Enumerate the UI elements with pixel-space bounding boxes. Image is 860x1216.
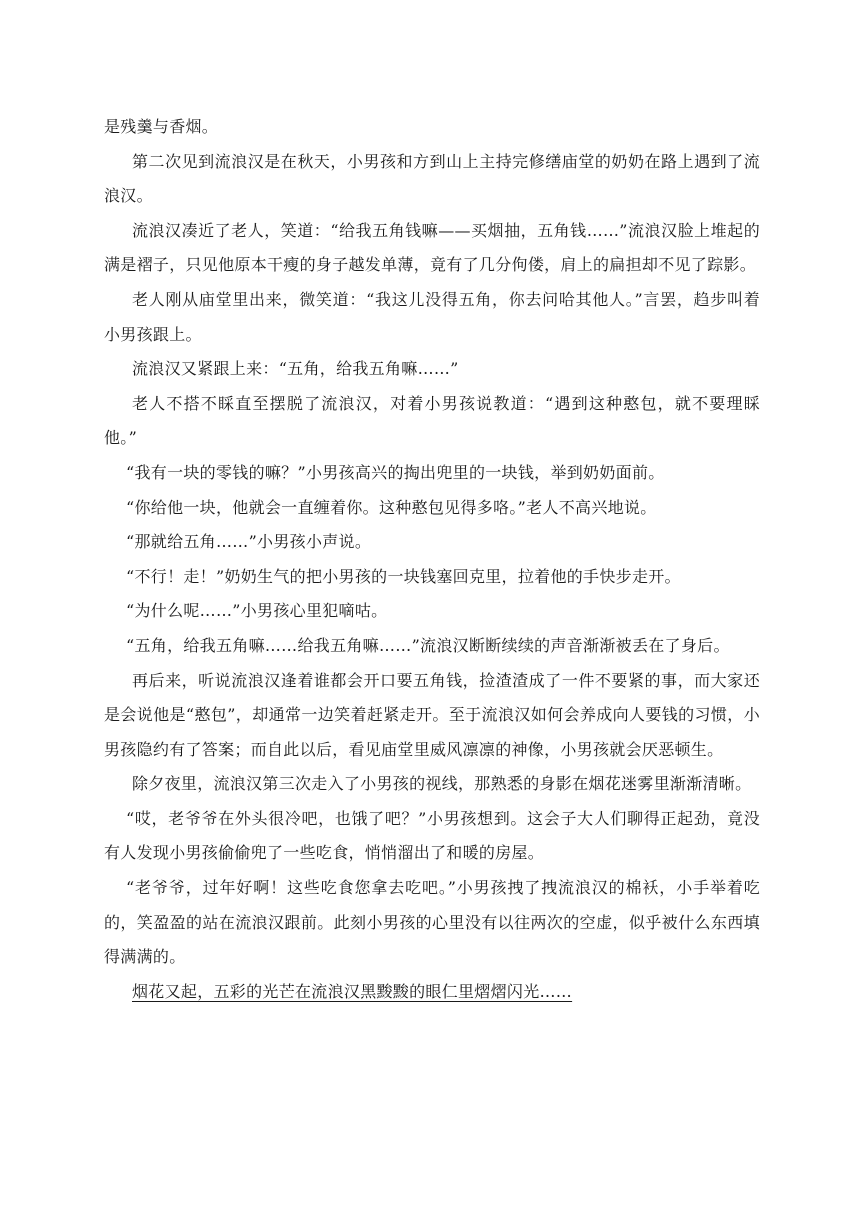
paragraph-2: 第二次见到流浪汉是在秋天，小男孩和方到山上主持完修缮庙堂的奶奶在路上遇到了流浪汉。 [104, 151, 760, 206]
paragraph-9: “那就给五角……”小男孩小声说。 [126, 532, 372, 552]
paragraph-8: “你给他一块，他就会一直缠着你。这种憨包见得多咯。”老人不高兴地说。 [126, 497, 657, 517]
paragraph-13: 再后来，听说流浪汉逢着谁都会开口要五角钱，捡渣渣成了一件不要紧的事，而大家还是会说他是“憨包”，却通常一边笑着赶紧走开。至于流浪汉如何会养成向人要钱的习惯，小男孩隐约有了答案；而自此以后，看见庙堂里威风凛凛的神像，小男孩就会厌恶顿生。 [104, 670, 760, 759]
paragraph-15: “哎，老爷爷在外头很冷吧，也饿了吧？”小男孩想到。这会子大人们聊得正起劲，竟没有人发现小男孩偷偷兜了一些吃食，悄悄溜出了和暖的房屋。 [104, 808, 760, 863]
document-body [104, 110, 760, 1009]
paragraph-6: 老人不搭不睬直至摆脱了流浪汉，对着小男孩说教道：“遇到这种憨包，就不要理睬他。” [104, 393, 760, 448]
paragraph-10: “不行！走！”奶奶生气的把小男孩的一块钱塞回克里，拉着他的手快步走开。 [126, 566, 681, 586]
paragraph-12: “五角，给我五角嘛……给我五角嘛……”流浪汉断断续续的声音渐渐被丢在了身后。 [126, 635, 730, 655]
paragraph-5: 流浪汉又紧跟上来：“五角，给我五角嘛……” [132, 359, 459, 379]
paragraph-7: “我有一块的零钱的嘛？”小男孩高兴的掏出兜里的一块钱，举到奶奶面前。 [126, 462, 665, 482]
paragraph-16: “老爷爷，过年好啊！这些吃食您拿去吃吧。”小男孩拽了拽流浪汉的棉袄，小手举着吃的，笑盈盈的站在流浪汉跟前。此刻小男孩的心里没有以往两次的空虚，似乎被什么东西填得满满的。 [104, 878, 760, 967]
paragraph-11: “为什么呢……”小男孩心里犯嘀咕。 [126, 601, 388, 621]
paragraph-17-underlined [104, 975, 760, 1010]
paragraph-3: 流浪汉凑近了老人，笑道：“给我五角钱嘛——买烟抽，五角钱……”流浪汉脸上堆起的满是褶子，只见他原本干瘦的身子越发单薄，竟有了几分佝偻，肩上的扁担却不见了踪影。 [104, 220, 760, 275]
paragraph-1: 是残羹与香烟。 [104, 117, 219, 136]
paragraph-4: 老人刚从庙堂里出来，微笑道：“我这儿没得五角，你去问哈其他人。”言罢，趋步叫着小男孩跟上。 [104, 289, 760, 344]
paragraph-14: 除夕夜里，流浪汉第三次走入了小男孩的视线，那熟悉的身影在烟花迷雾里渐渐清晰。 [132, 774, 752, 794]
underlined-sentence: 烟花又起，五彩的光芒在流浪汉黑黢黢的眼仁里熠熠闪光…… [132, 981, 573, 1001]
